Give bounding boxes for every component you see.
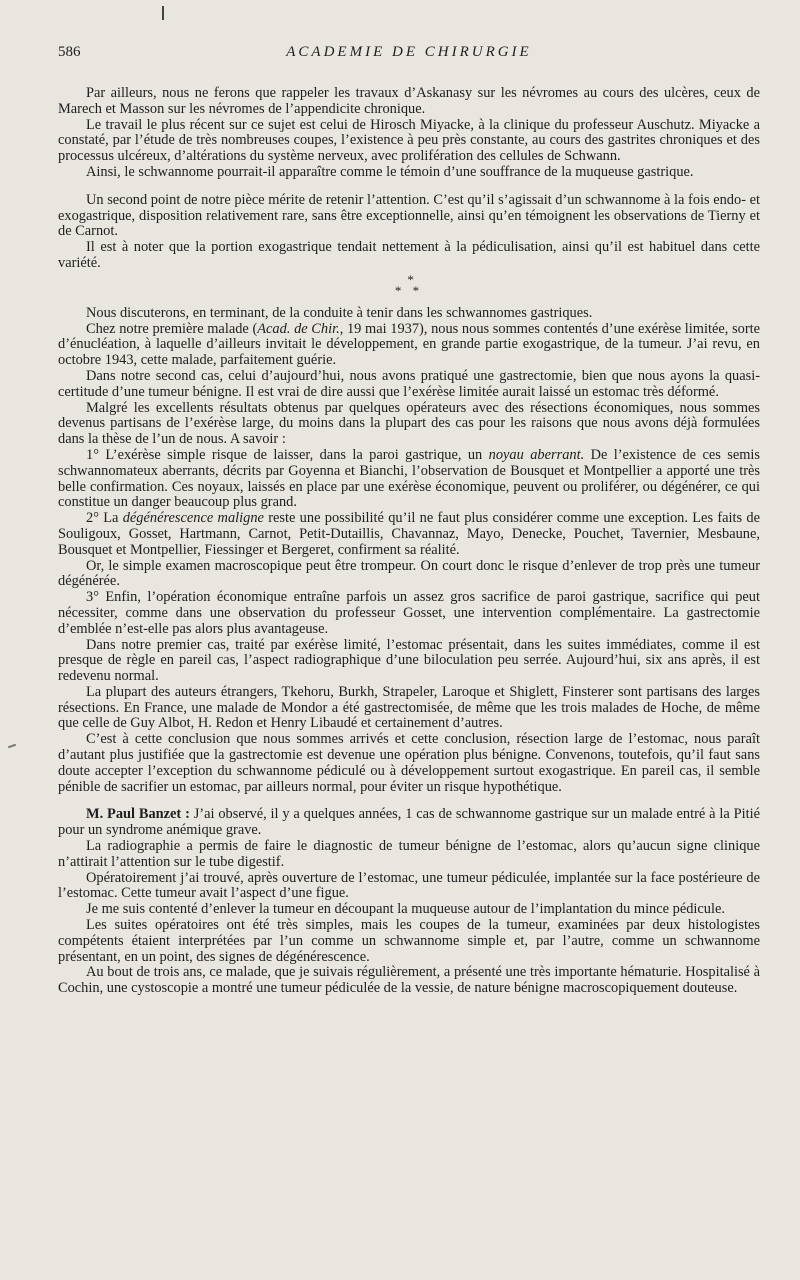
running-title: ACADEMIE DE CHIRURGIE xyxy=(286,44,532,60)
paragraph-text: Or, le simple examen macroscopique peut être trompeur. On court donc le risque d’enlever de trop près une tumeur dégénérée. xyxy=(58,557,760,590)
paragraph xyxy=(58,193,760,240)
paragraph-text: 1° L’exérèse simple risque de laisser, dans la paroi gastrique, un xyxy=(86,446,489,463)
paragraph xyxy=(58,638,760,685)
paragraph-text: Au bout de trois ans, ce malade, que je suivais régulièrement, a présenté une très importante hématurie. Hospitalisé à Cochin, une cystoscopie a montré une tumeur pédiculée de la vessie, de nature bénigne macroscopiquement douteuse. xyxy=(58,964,760,997)
speaker-name: M. Paul Banzet : xyxy=(86,806,190,823)
paragraph-text: C’est à cette conclusion que nous sommes arrivés et cette conclusion, résection large de l’estomac, nous paraît d’autant plus justifiée que la gastrectomie est devenue une opération plus bénigne. Convenons, toutefois, qu’il faut sans doute accepter l’exception du schwannome pédiculé ou à développement surtout exogastrique. En pareil cas, il semble pénible de sacrifier un estomac, par ailleurs normal, pour éviter un risque hypothétique. xyxy=(58,731,760,795)
paragraph xyxy=(58,839,760,871)
paragraph xyxy=(58,240,760,272)
paragraph-text: La radiographie a permis de faire le diagnostic de tumeur bénigne de l’estomac, alors qu’aucun signe clinique n’attirait l’attention sur le tube digestif. xyxy=(58,838,760,870)
scan-mark-top xyxy=(162,6,164,20)
paragraph-text: Les suites opératoires ont été très simples, mais les coupes de la tumeur, examinées par deux histologistes compétents étaient interprétées par l’un comme un schwannome simple et, par l’autre, comme un schwannome présentant, en un point, des signes de dégénérescence. xyxy=(58,917,760,965)
paragraph-text: Il est à noter que la portion exogastrique tendait nettement à la pédiculisation, ainsi qu’il est habituel dans cette variété. xyxy=(58,239,760,271)
italic-phrase: dégénérescence maligne xyxy=(122,510,264,527)
paragraph xyxy=(58,448,760,511)
paragraph xyxy=(58,965,760,997)
article-body xyxy=(58,86,760,997)
paragraph xyxy=(58,590,760,637)
paragraph xyxy=(58,401,760,448)
paragraph xyxy=(58,871,760,903)
paragraph xyxy=(58,306,760,322)
paragraph-text: Dans notre second cas, celui d’aujourd’hui, nous avons pratiqué une gastrectomie, bien que nous ayons la quasi-certitude d’une tumeur bénigne. Il est vrai de dire aussi que l’exérèse limitée aurait laissé un estomac très déformé. xyxy=(58,367,760,400)
paragraph-text: Par ailleurs, nous ne ferons que rappeler les travaux d’Askanasy sur les névromes au cours des ulcères, ceux de Marech et Masson sur les névromes de l’appendicite chronique. xyxy=(58,85,760,117)
paragraph xyxy=(58,685,760,732)
paragraph-text: Chez notre première malade ( xyxy=(86,320,258,337)
scan-mark-left xyxy=(8,744,16,749)
italic-phrase: Acad. de Chir. xyxy=(257,320,340,337)
paragraph-text: De l’existence de ces semis schwannomateux aberrants, décrits par Goyenna et Bianchi, l’observation de Bousquet et Montpellier a apporté une très belle confirmation. Ces noyaux, laissés en place par une exérèse économique, peuvent ou proliférer, ou dégénérer, ce qui constitue un danger beaucoup plus grand. xyxy=(58,446,760,511)
paragraph xyxy=(58,732,760,795)
paragraph-text: J’ai observé, il y a quelques années, 1 cas de schwannome gastrique sur un malade entré à la Pitié pour un syndrome anémique grave. xyxy=(58,806,760,839)
paragraph-text: Opératoirement j’ai trouvé, après ouverture de l’estomac, une tumeur pédiculée, implantée sur la face postérieure de l’estomac. Cette tumeur avait l’aspect d’une figue. xyxy=(58,869,760,902)
paragraph xyxy=(58,165,760,181)
paragraph-text: 3° Enfin, l’opération économique entraîne parfois un assez gros sacrifice de paroi gastrique, sacrifice qui peut nécessiter, comme dans une observation du professeur Gosset, une intervention complémentaire. La gastrectomie d’emblée n’est-elle pas alors plus avantageuse. xyxy=(58,589,760,637)
paragraph xyxy=(58,807,760,839)
paragraph-text: La plupart des auteurs étrangers, Tkehoru, Burkh, Strapeler, Laroque et Shiglett, Finsterer sont partisans des larges résections. En France, une malade de Mondor a été gastrectomisée, de même que les trois malades de Hoche, de même que celle de Guy Albot, H. Redon et Henry Libaudé et certainement d’autres. xyxy=(58,683,760,732)
paragraph xyxy=(58,86,760,118)
page-header xyxy=(58,44,760,66)
paragraph xyxy=(58,559,760,591)
page-number: 586 xyxy=(58,44,81,60)
paragraph-text: 2° La xyxy=(86,510,123,527)
paragraph-text: Dans notre premier cas, traité par exérèse limité, l’estomac présentait, dans les suites immédiates, comme il est presque de règle en pareil cas, l’aspect radiographique d’une biloculation peu serrée. Aujourd’hui, six ans après, il est redevenu normal. xyxy=(58,636,760,685)
paragraph xyxy=(58,322,760,369)
paragraph xyxy=(58,511,760,558)
paragraph-text: Un second point de notre pièce mérite de retenir l’attention. C’est qu’il s’agissait d’un schwannome à la fois endo- et exogastrique, disposition relativement rare, sans être exceptionnelle, ainsi qu’en témoignent les observations de Tierny et de Carnot. xyxy=(58,191,760,240)
paragraph-text: Malgré les excellents résultats obtenus par quelques opérateurs avec des résections économiques, nous sommes devenus partisans de l’exérèse large, du moins dans la plupart des cas pour les raisons que nous avons déjà formulées dans la thèse de l’un de nous. A savoir : xyxy=(58,399,760,448)
paragraph xyxy=(58,369,760,401)
paragraph-text: Ainsi, le schwannome pourrait-il apparaître comme le témoin d’une souffrance de la muqueuse gastrique. xyxy=(86,163,694,180)
italic-phrase: noyau aberrant. xyxy=(488,446,585,463)
section-separator-stars: * * * xyxy=(394,271,424,298)
paragraph-text: , 19 mai 1937), nous nous sommes contentés d’une exérèse limitée, sorte d’énucléation, à laquelle d’ailleurs invitait le développement, en grande partie exogastrique, de la tumeur. J’ai revu, en octobre 1943, cette malade, parfaitement guérie. xyxy=(58,320,760,369)
paragraph xyxy=(58,118,760,165)
paragraph-text: Je me suis contenté d’enlever la tumeur en découpant la muqueuse autour de l’implantation du mince pédicule. xyxy=(86,901,725,918)
paragraph-text: Le travail le plus récent sur ce sujet est celui de Hirosch Miyacke, à la clinique du professeur Auschutz. Miyacke a constaté, par l’étude de très nombreuses coupes, l’existence à peu près constante, au cours des gastrites chroniques et des processus ulcéreux, d’altérations du système nerveux, avec prolifération des cellules de Schwann. xyxy=(58,116,760,165)
paragraph-text: reste une possibilité qu’il ne faut plus considérer comme une exception. Les faits de Souligoux, Gosset, Hartmann, Carnot, Petit-Dutaillis, Chavannaz, Mayo, Denecke, Pouchet, Tavernier, Mesbaune, Bousquet et Montpellier, Fiessinger et Bergeret, confirment sa réalité. xyxy=(58,510,760,558)
paragraph xyxy=(58,918,760,965)
paragraph-text: Nous discuterons, en terminant, de la conduite à tenir dans les schwannomes gastriques. xyxy=(86,304,593,321)
paragraph xyxy=(58,902,760,918)
